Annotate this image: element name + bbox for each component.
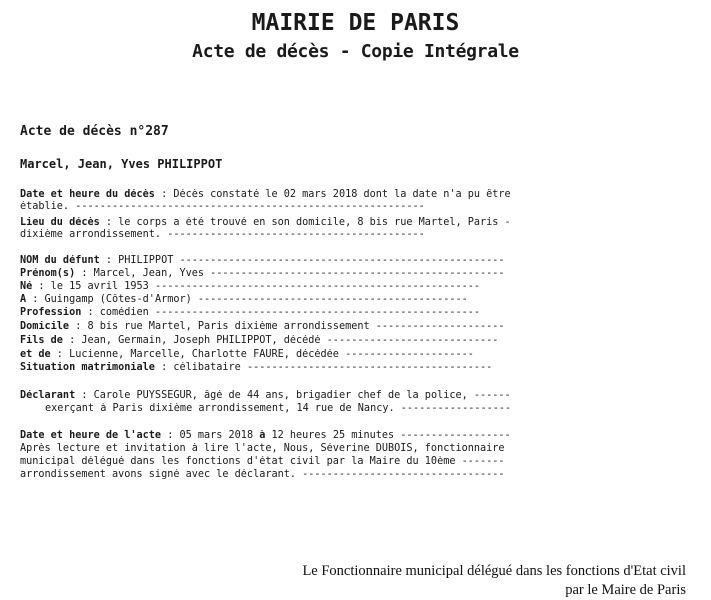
- acte-date-value-b: 12 heures 25 minutes ------------------: [265, 430, 511, 441]
- declarant-line-2: exerçant à Paris dixième arrondissement, 14 rue de Nancy. ------------------: [45, 403, 512, 414]
- declarant-line: [20, 390, 700, 402]
- defunt-et-line: [20, 349, 700, 361]
- page-subtitle: Acte de décès - Copie Intégrale: [192, 41, 519, 62]
- deces-lieu-label: Lieu du décès: [20, 217, 100, 228]
- acte-date-line-4: arrondissement avons signé avec le déclarant. ---------------------------------: [20, 469, 505, 480]
- acte-date-line: [20, 430, 700, 442]
- defunt-situation-line: [20, 362, 700, 374]
- deces-lieu-line-2: dixième arrondissement. ------------------------------------------: [20, 229, 425, 240]
- acte-date-line-3: municipal délégué dans les fonctions d'état civil par la Maire du 10ème -------: [20, 456, 505, 467]
- defunt-profession-label: Profession: [20, 307, 82, 318]
- defunt-ne-value: : le 15 avril 1953 -----------------------------------------------------: [32, 281, 481, 292]
- defunt-ne-label: Né: [20, 281, 33, 292]
- declarant-value: : Carole PUYSSEGUR, âgé de 44 ans, brigadier chef de la police, ------: [75, 390, 511, 401]
- signature-caption-line-1: Le Fonctionnaire municipal délégué dans les fonctions d'Etat civil: [302, 563, 686, 579]
- defunt-et-value: : Lucienne, Marcelle, Charlotte FAURE, décédée ---------------------: [50, 349, 474, 360]
- defunt-et-label: et de: [20, 349, 51, 360]
- deceased-name: Marcel, Jean, Yves PHILIPPOT: [20, 157, 223, 171]
- defunt-prenoms-label: Prénom(s): [20, 268, 76, 279]
- defunt-profession-line: [20, 307, 700, 319]
- acte-date-at: à: [259, 430, 266, 441]
- page-title: MAIRIE DE PARIS: [251, 10, 460, 36]
- deces-date-label: Date et heure du décès: [20, 189, 155, 200]
- deces-lieu-line: [20, 217, 700, 229]
- defunt-domicile-label: Domicile: [20, 321, 70, 332]
- defunt-a-line: [20, 294, 700, 306]
- defunt-nom-value: : PHILIPPOT -----------------------------------------------------: [99, 255, 505, 266]
- defunt-ne-line: [20, 281, 700, 293]
- defunt-domicile-line: [20, 321, 700, 333]
- acte-number: Acte de décès n°287: [20, 124, 169, 139]
- defunt-profession-value: : comédien -----------------------------------------------------: [81, 307, 481, 318]
- acte-date-line-2: Après lecture et invitation à lire l'acte, Nous, Séverine DUBOIS, fonctionnaire: [20, 443, 505, 454]
- defunt-a-value: : Guingamp (Côtes-d'Armor) --------------------------------------------: [26, 294, 468, 305]
- defunt-nom-label: NOM du défunt: [20, 255, 100, 266]
- acte-date-value-a: : 05 mars 2018: [161, 430, 260, 441]
- defunt-a-label: À: [20, 294, 27, 305]
- defunt-fils-line: [20, 335, 700, 347]
- defunt-situation-value: : célibataire ----------------------------------------: [154, 362, 493, 373]
- defunt-situation-label: Situation matrimoniale: [20, 362, 155, 373]
- defunt-fils-value: : Jean, Germain, Joseph PHILIPPOT, décédé ----------------------------: [62, 335, 499, 346]
- declarant-label: Déclarant: [20, 390, 76, 401]
- acte-date-label: Date et heure de l'acte: [20, 430, 162, 441]
- defunt-prenoms-value: : Marcel, Jean, Yves ------------------------------------------------: [75, 268, 505, 279]
- deces-date-line-2: établie. ---------------------------------------------------------: [20, 201, 425, 212]
- defunt-domicile-value: : 8 bis rue Martel, Paris dixième arrondissement ---------------------: [69, 321, 505, 332]
- defunt-fils-label: Fils de: [20, 335, 63, 346]
- defunt-prenoms-line: [20, 268, 700, 280]
- signature-caption-line-2: par le Maire de Paris: [565, 582, 686, 598]
- defunt-nom-line: [20, 255, 700, 267]
- deces-date-line: [20, 189, 700, 201]
- deces-date-value: : Décès constaté le 02 mars 2018 dont la date n'a pu être: [154, 189, 511, 200]
- deces-lieu-value: : le corps a été trouvé en son domicile, 8 bis rue Martel, Paris -: [99, 217, 511, 228]
